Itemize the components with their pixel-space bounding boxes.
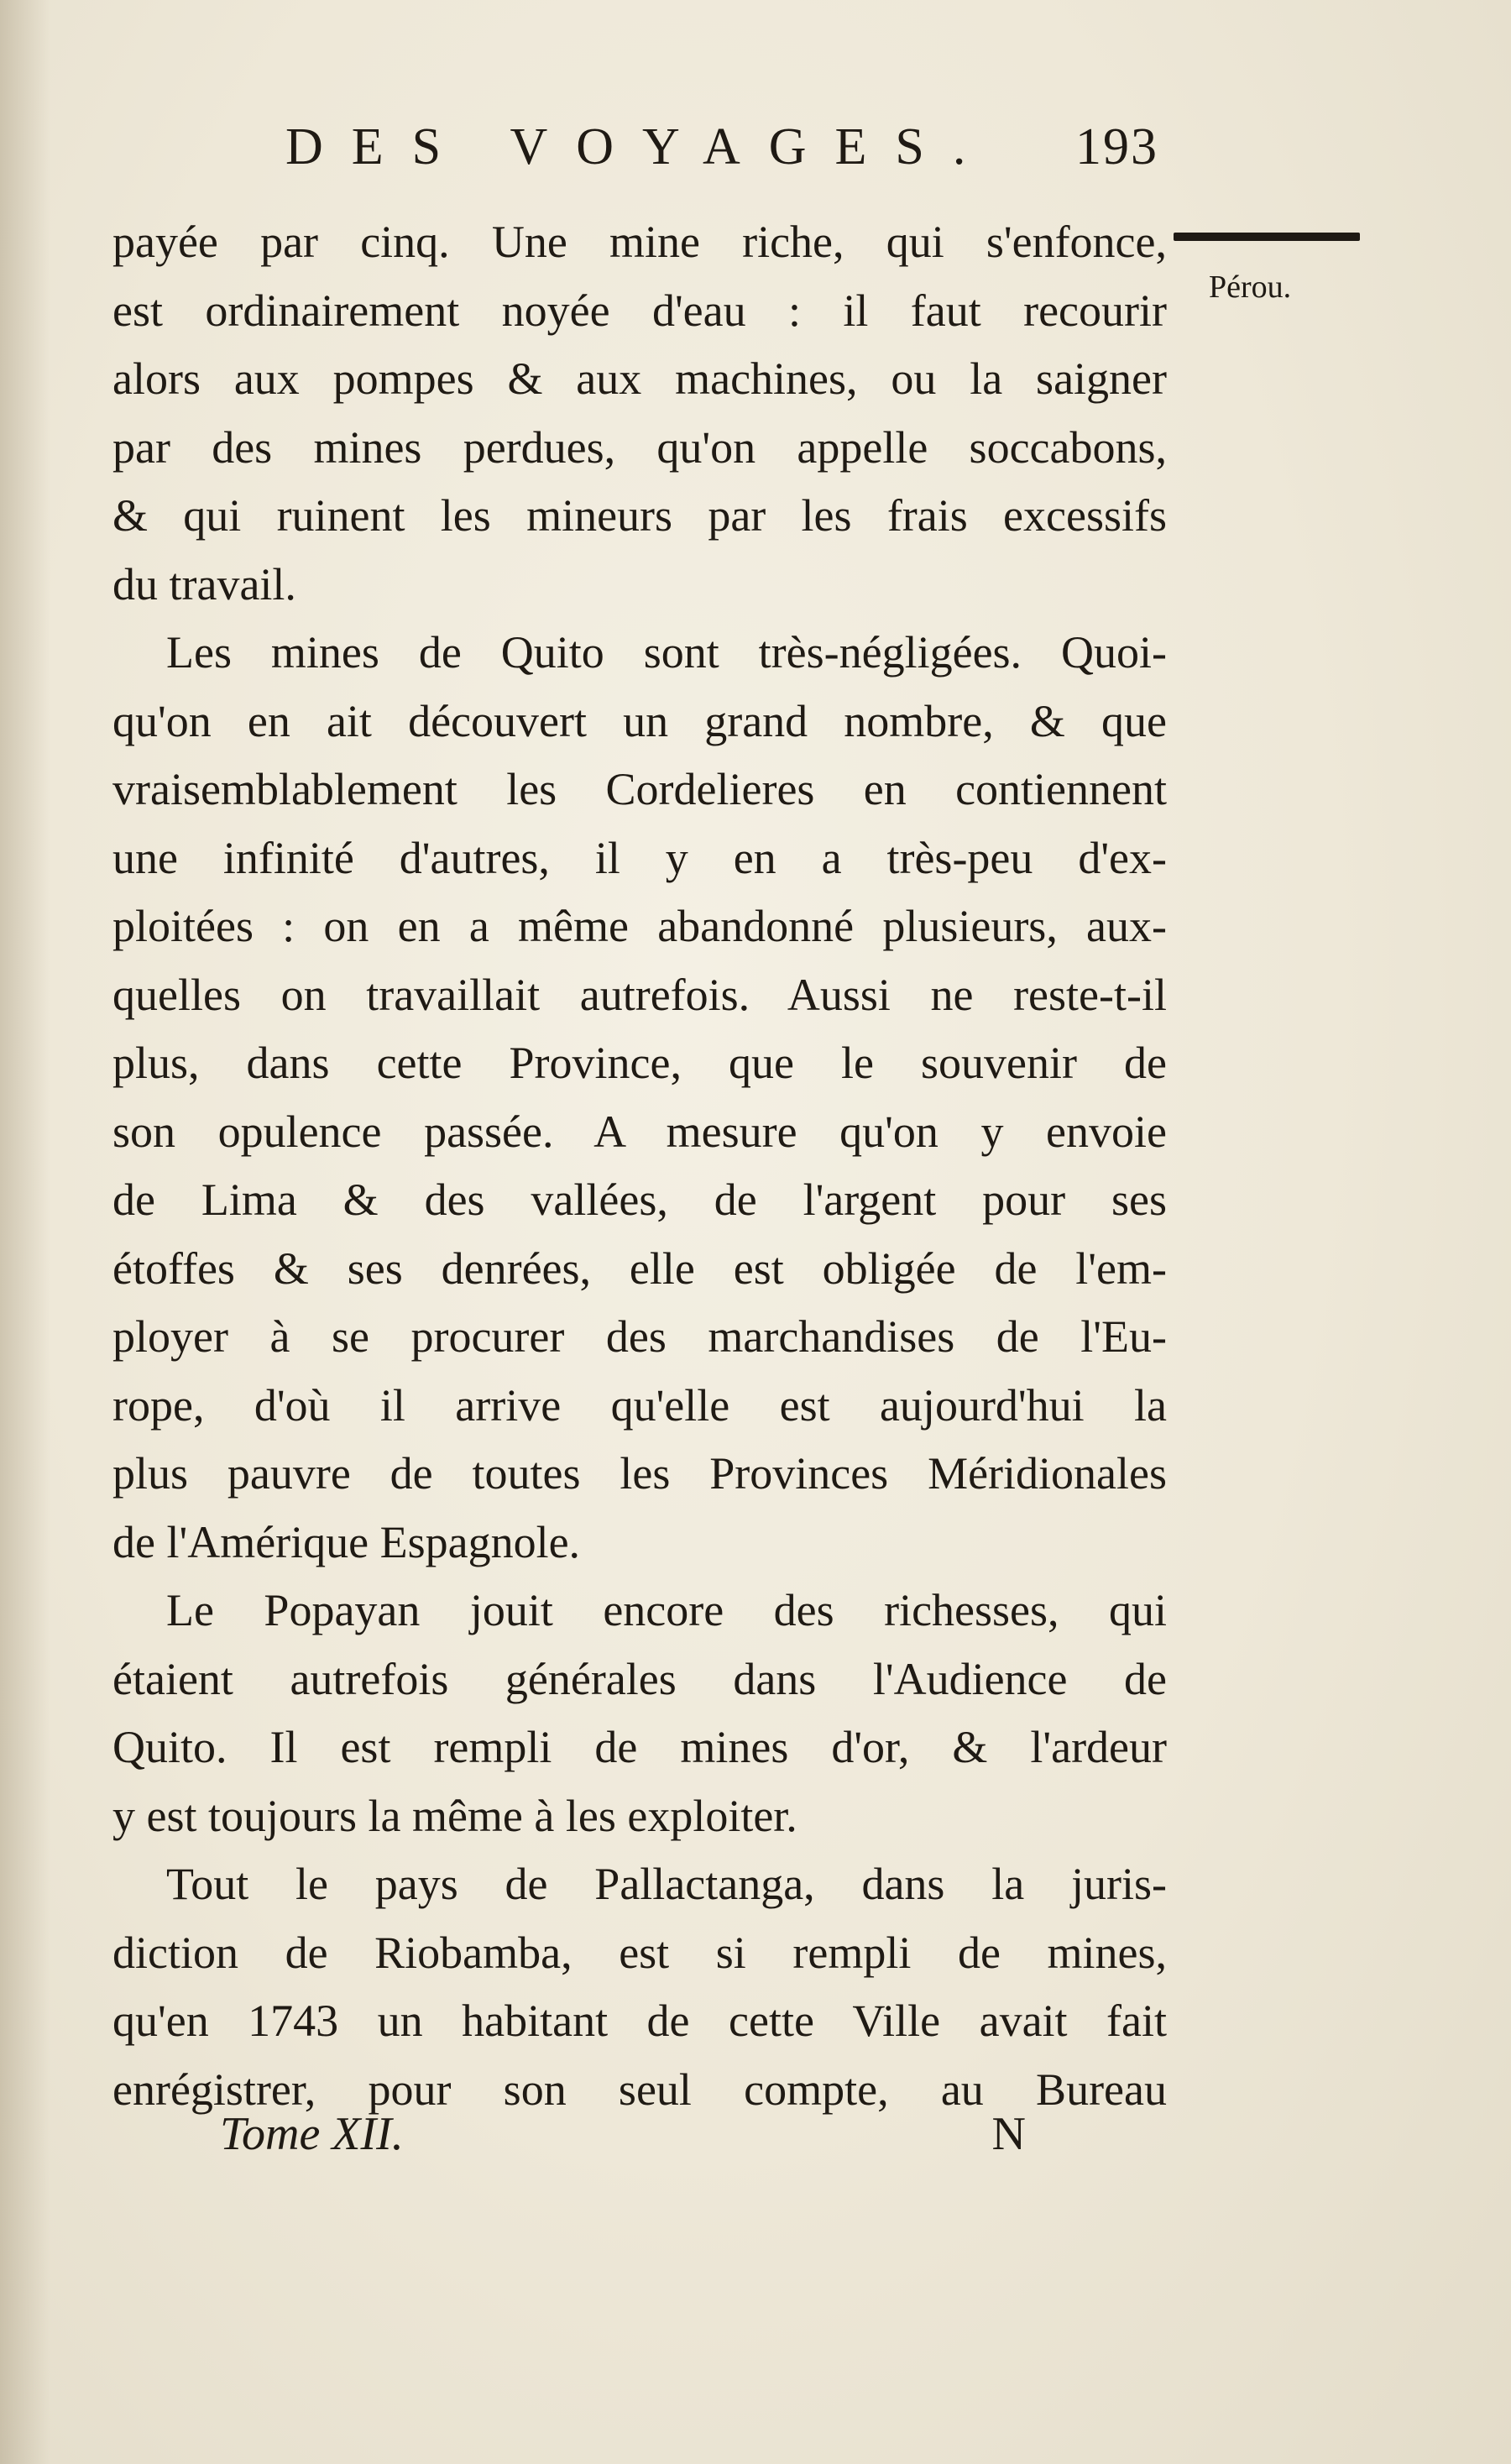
text-line: alors aux pompes & aux machines, ou la saigner [112,353,1167,404]
text-line: rope, d'où il arrive qu'elle est aujourd'hui la [112,1379,1167,1431]
text-line: diction de Riobamba, est si rempli de mines, [112,1927,1167,1978]
running-title: DES VOYAGES. [285,118,995,175]
text-line: plus, dans cette Province, que le souvenir de [112,1038,1167,1088]
text-line: qu'en 1743 un habitant de cette Ville avait fait [112,1996,1167,2046]
page-header [285,118,1158,193]
text-line: du travail. [112,558,296,609]
text-line: quelles on travaillait autrefois. Aussi ne reste-t-il [112,969,1167,1020]
text-line: de l'Amérique Espagnole. [112,1516,581,1567]
text-line: Quito. Il est rempli de mines d'or, & l'ardeur [112,1722,1167,1772]
text-line: enrégistrer, pour son seul compte, au Bureau [112,2064,1167,2115]
text-line: par des mines perdues, qu'on appelle soccabons, [112,421,1167,473]
text-line: étoffes & ses denrées, elle est obligée de l'em- [112,1242,1167,1294]
text-line: vraisemblablement les Cordelieres en contiennent [112,764,1167,814]
text-line: Les mines de Quito sont très-négligées. Quoi- [166,627,1167,677]
page-footer [220,2107,1026,2174]
page-number: 193 [1075,118,1158,175]
body-text [112,208,1167,2124]
text-line: Le Popayan jouit encore des richesses, qui [166,1585,1167,1635]
text-line: de Lima & des vallées, de l'argent pour ses [112,1174,1167,1225]
text-line: Tout le pays de Pallactanga, dans la juris- [166,1859,1167,1909]
margin-rule [1174,233,1360,241]
signature-mark: N [991,2108,1026,2160]
text-line: & qui ruinent les mineurs par les frais excessifs [112,490,1167,541]
text-line: y est toujours la même à les exploiter. [112,1790,797,1841]
text-line: ployer à se procurer des marchandises de l'Eu- [112,1311,1167,1362]
text-line: son opulence passée. A mesure qu'on y envoie [112,1106,1167,1157]
text-line: une infinité d'autres, il y en a très-peu d'ex- [112,832,1167,883]
text-line: payée par cinq. Une mine riche, qui s'enfonce, [112,217,1167,267]
volume-label: Tome XII. [220,2108,404,2160]
text-line: étaient autrefois générales dans l'Audience de [112,1653,1167,1704]
text-line: plus pauvre de toutes les Provinces Méridionales [112,1448,1167,1499]
text-line: ploitées : on en a même abandonné plusieurs, aux- [112,901,1167,951]
margin-note: Pérou. [1209,269,1292,305]
text-line: qu'on en ait découvert un grand nombre, & que [112,695,1167,746]
text-line: est ordinairement noyée d'eau : il faut recourir [112,285,1167,336]
